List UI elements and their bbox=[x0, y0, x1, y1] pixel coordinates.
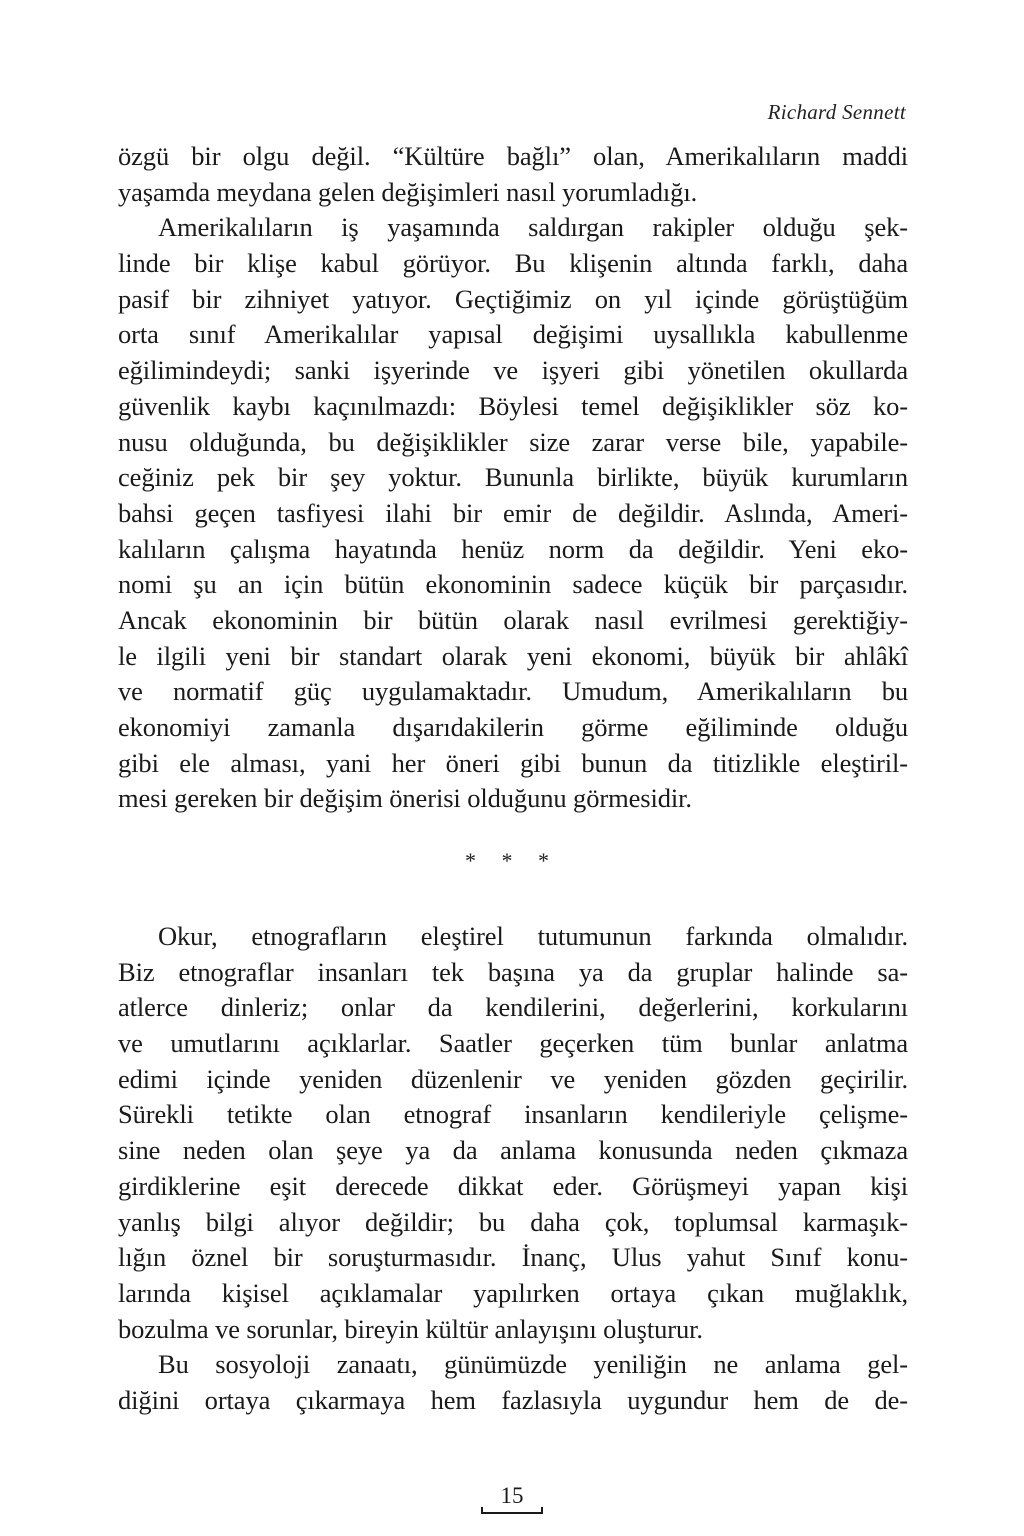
text-line: ve normatif güç uygulamaktadır. Umudum, Amerikalıların bu bbox=[118, 676, 908, 707]
text-line: Okur, etnografların eleştirel tutumunun farkında olmalıdır. bbox=[158, 921, 908, 951]
text-line: bahsi geçen tasfiyesi ilahi bir emir de değildir. Aslında, Ameri- bbox=[118, 497, 908, 528]
text-line: orta sınıf Amerikalılar yapısal değişimi uysallıkla kabullenme bbox=[118, 319, 908, 350]
text-line: yaşamda meydana gelen değişimleri nasıl yorumladığı. bbox=[118, 176, 698, 207]
text-line: yanlış bilgi alıyor değildir; bu daha çok, toplumsal karmaşık- bbox=[118, 1206, 908, 1237]
text-line: girdiklerine eşit derecede dikkat eder. Görüşmeyi yapan kişi bbox=[118, 1170, 908, 1201]
body-text-block-bottom bbox=[118, 919, 908, 1419]
text-line: pasif bir zihniyet yatıyor. Geçtiğimiz on yıl içinde görüştüğüm bbox=[118, 283, 908, 314]
folio-tick-left bbox=[481, 1507, 483, 1514]
page-number-folio bbox=[477, 1482, 547, 1518]
text-line: Biz etnograflar insanları tek başına ya da gruplar halinde sa- bbox=[118, 956, 908, 987]
text-line: larında kişisel açıklamalar yapılırken ortaya çıkan muğlaklık, bbox=[118, 1277, 908, 1308]
body-text-block-top bbox=[118, 139, 908, 817]
text-line: bozulma ve sorunlar, bireyin kültür anlayışını oluşturur. bbox=[118, 1313, 703, 1344]
text-line: ve umutlarını açıklarlar. Saatler geçerken tüm bunlar anlatma bbox=[118, 1028, 908, 1059]
text-line: Ancak ekonominin bir bütün olarak nasıl evrilmesi gerektiğiy- bbox=[118, 604, 908, 635]
text-line: Bu sosyoloji zanaatı, günümüzde yeniliğin ne anlama gel- bbox=[158, 1349, 908, 1380]
folio-underline bbox=[481, 1512, 543, 1514]
text-line: özgü bir olgu değil. “Kültüre bağlı” olan, Amerikalıların maddi bbox=[118, 141, 908, 171]
text-line: ceğiniz pek bir şey yoktur. Bununla birlikte, büyük kurumların bbox=[118, 462, 908, 493]
text-line: güvenlik kaybı kaçınılmazdı: Böylesi temel değişiklikler söz ko- bbox=[118, 390, 908, 421]
folio-tick-right bbox=[541, 1507, 543, 1514]
text-line: diğini ortaya çıkarmaya hem fazlasıyla uygundur hem de de- bbox=[118, 1384, 908, 1415]
page-number: 15 bbox=[500, 1483, 524, 1508]
text-line: ekonomiyi zamanla dışarıdakilerin görme eğiliminde olduğu bbox=[118, 712, 908, 742]
text-line: mesi gereken bir değişim önerisi olduğunu görmesidir. bbox=[118, 783, 692, 814]
text-line: gibi ele alması, yani her öneri gibi bunun da titizlikle eleştiril- bbox=[118, 747, 908, 778]
text-line: kalıların çalışma hayatında henüz norm da değildir. Yeni eko- bbox=[118, 533, 908, 564]
text-line: le ilgili yeni bir standart olarak yeni ekonomi, büyük bir ahlâkî bbox=[118, 640, 908, 671]
text-line: nusu olduğunda, bu değişiklikler size zarar verse bile, yapabile- bbox=[118, 426, 908, 457]
running-head-author: Richard Sennett bbox=[767, 100, 906, 124]
text-line: sine neden olan şeye ya da anlama konusunda neden çıkmaza bbox=[118, 1135, 908, 1166]
text-line: Amerikalıların iş yaşamında saldırgan rakipler olduğu şek- bbox=[158, 212, 908, 243]
scene-break-asterisks: * * * bbox=[465, 848, 559, 873]
text-line: edimi içinde yeniden düzenlenir ve yeniden gözden geçirilir. bbox=[118, 1063, 908, 1094]
text-line: atlerce dinleriz; onlar da kendilerini, değerlerini, korkularını bbox=[118, 992, 908, 1023]
text-line: linde bir klişe kabul görüyor. Bu klişenin altında farklı, daha bbox=[118, 248, 908, 279]
text-line: eğilimindeydi; sanki işyerinde ve işyeri gibi yönetilen okullarda bbox=[118, 355, 908, 386]
text-line: lığın öznel bir soruşturmasıdır. İnanç, Ulus yahut Sınıf konu- bbox=[118, 1242, 908, 1273]
text-line: Sürekli tetikte olan etnograf insanların kendileriyle çelişme- bbox=[118, 1099, 908, 1130]
text-line: nomi şu an için bütün ekonominin sadece küçük bir parçasıdır. bbox=[118, 569, 908, 600]
